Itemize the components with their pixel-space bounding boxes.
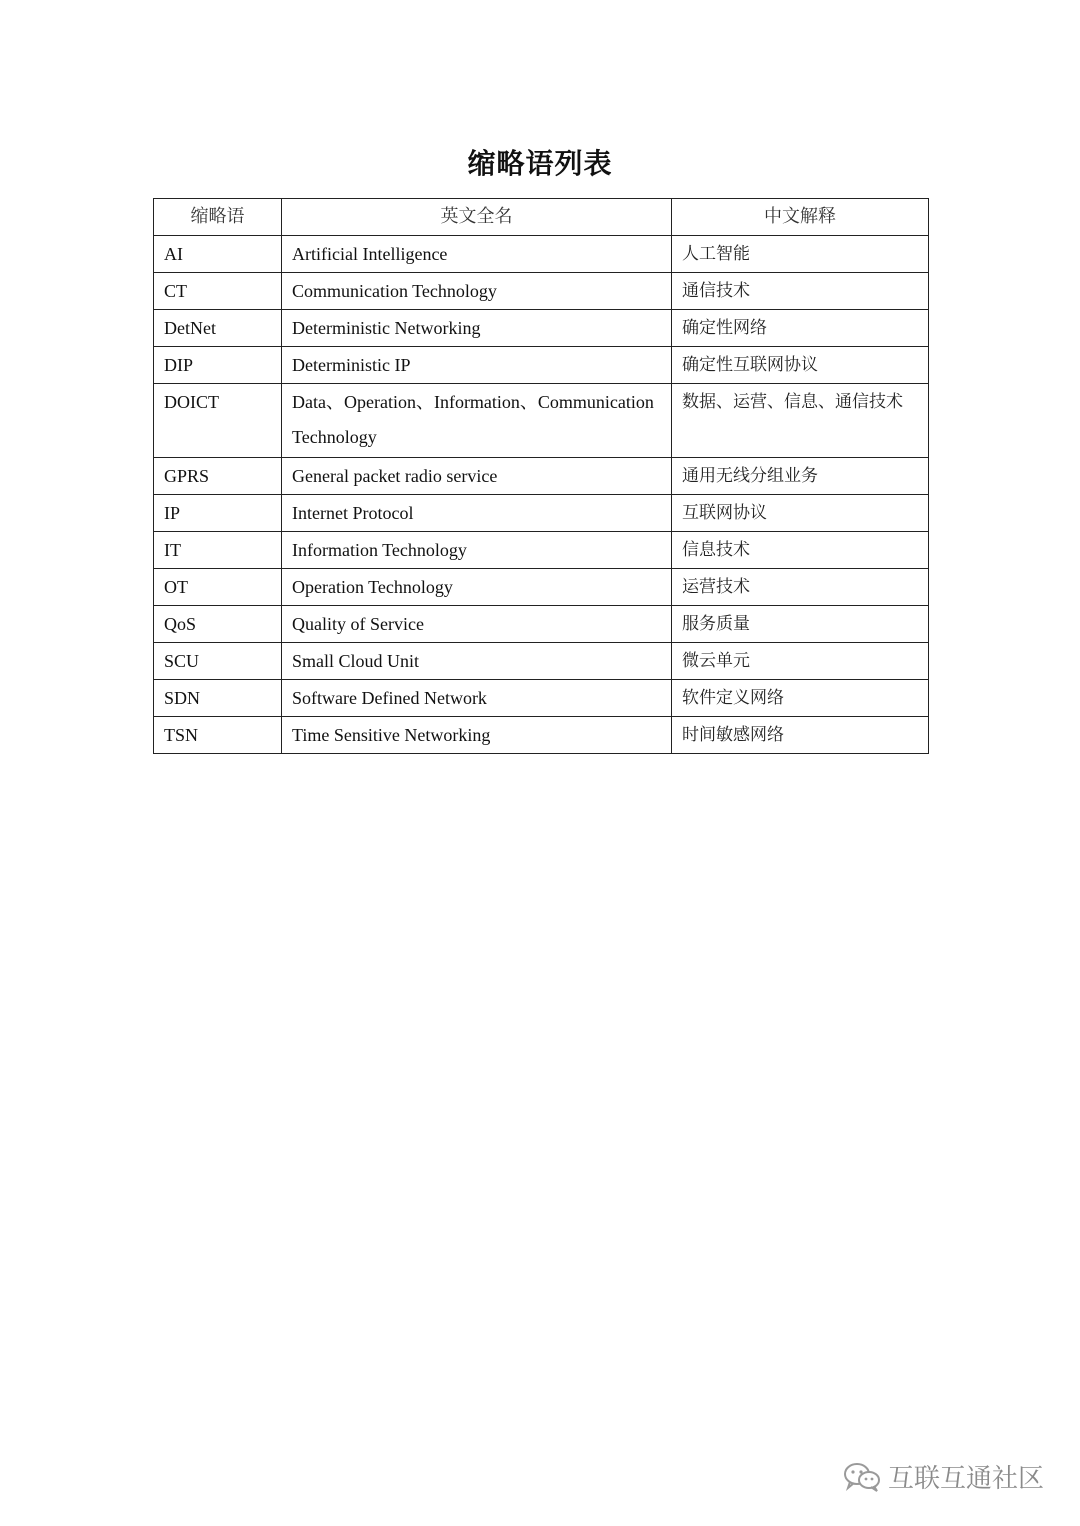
table-row — [154, 680, 929, 717]
header-chinese-explanation: 中文解释 — [672, 199, 929, 236]
chinese-explanation-cell: 时间敏感网络 — [672, 717, 929, 754]
english-name-cell: Operation Technology — [282, 569, 672, 606]
abbreviation-cell: AI — [154, 236, 282, 273]
table-header-row — [154, 199, 929, 236]
english-name-cell: Artificial Intelligence — [282, 236, 672, 273]
english-name-cell: Internet Protocol — [282, 495, 672, 532]
chinese-explanation-cell: 人工智能 — [672, 236, 929, 273]
abbreviation-cell: IT — [154, 532, 282, 569]
chinese-explanation-cell: 通用无线分组业务 — [672, 458, 929, 495]
english-name-cell: General packet radio service — [282, 458, 672, 495]
chinese-explanation-cell: 互联网协议 — [672, 495, 929, 532]
header-english-name: 英文全名 — [282, 199, 672, 236]
abbreviation-cell: GPRS — [154, 458, 282, 495]
abbreviation-table — [153, 198, 929, 754]
table-row — [154, 495, 929, 532]
chinese-explanation-cell: 运营技术 — [672, 569, 929, 606]
table-row — [154, 532, 929, 569]
watermark-text: 互联互通社区 — [887, 1464, 1044, 1494]
english-name-cell: Information Technology — [282, 532, 672, 569]
english-name-cell: Data、Operation、Information、Communication Technology — [282, 384, 672, 458]
english-name-cell: Communication Technology — [282, 273, 672, 310]
chinese-explanation-cell: 通信技术 — [672, 273, 929, 310]
abbreviation-cell: OT — [154, 569, 282, 606]
english-name-cell: Time Sensitive Networking — [282, 717, 672, 754]
wechat-icon — [842, 1461, 882, 1493]
abbreviation-cell: TSN — [154, 717, 282, 754]
english-name-cell: Software Defined Network — [282, 680, 672, 717]
header-abbreviation: 缩略语 — [154, 199, 282, 236]
abbreviation-cell: DOICT — [154, 384, 282, 458]
chinese-explanation-cell: 信息技术 — [672, 532, 929, 569]
abbreviation-cell: IP — [154, 495, 282, 532]
english-name-cell: Deterministic IP — [282, 347, 672, 384]
table-row — [154, 310, 929, 347]
abbreviation-cell: SCU — [154, 643, 282, 680]
chinese-explanation-cell: 微云单元 — [672, 643, 929, 680]
table-row — [154, 569, 929, 606]
chinese-explanation-cell: 数据、运营、信息、通信技术 — [672, 384, 929, 458]
abbreviation-cell: DIP — [154, 347, 282, 384]
chinese-explanation-cell: 服务质量 — [672, 606, 929, 643]
english-name-cell: Deterministic Networking — [282, 310, 672, 347]
table-row — [154, 273, 929, 310]
abbreviation-cell: QoS — [154, 606, 282, 643]
table-row — [154, 643, 929, 680]
abbreviation-cell: SDN — [154, 680, 282, 717]
watermark — [842, 1458, 1044, 1495]
table-row — [154, 458, 929, 495]
abbreviation-cell: DetNet — [154, 310, 282, 347]
abbreviation-cell: CT — [154, 273, 282, 310]
english-name-cell: Small Cloud Unit — [282, 643, 672, 680]
table-row — [154, 384, 929, 458]
table-row — [154, 347, 929, 384]
chinese-explanation-cell: 确定性网络 — [672, 310, 929, 347]
table-row — [154, 717, 929, 754]
english-name-cell: Quality of Service — [282, 606, 672, 643]
page-title: 缩略语列表 — [467, 147, 613, 180]
table-row — [154, 606, 929, 643]
chinese-explanation-cell: 软件定义网络 — [672, 680, 929, 717]
chinese-explanation-cell: 确定性互联网协议 — [672, 347, 929, 384]
table-row — [154, 236, 929, 273]
